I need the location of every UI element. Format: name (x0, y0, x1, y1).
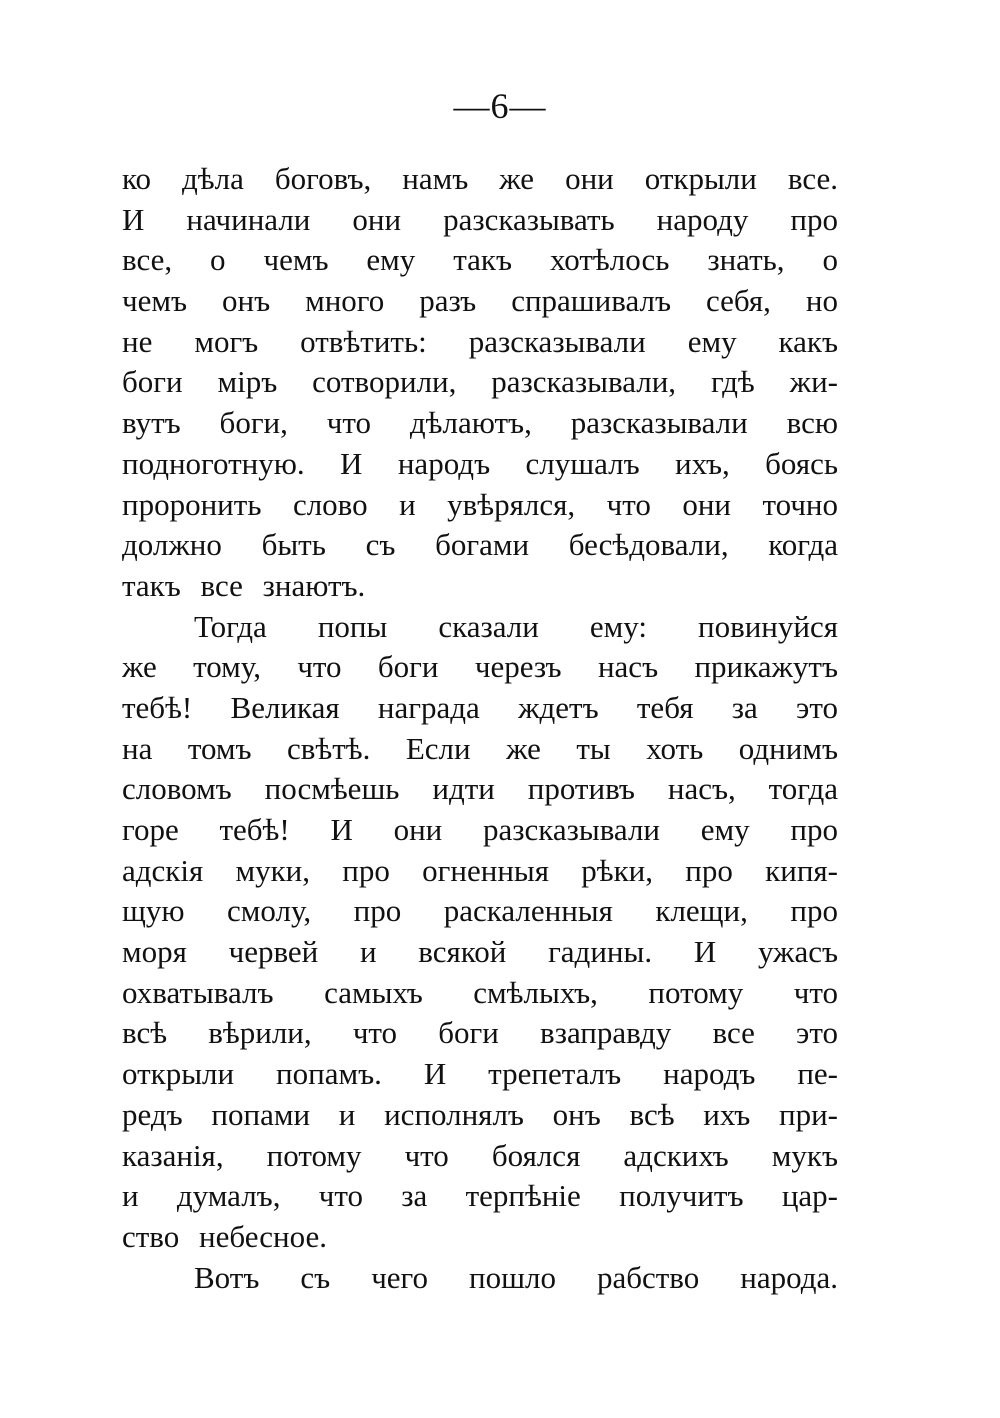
text-line: охватывалъ самыхъ смѣлыхъ, потому что (122, 974, 838, 1010)
text-line: чемъ онъ много разъ спрашивалъ себя, но (122, 283, 838, 319)
body-text (122, 159, 838, 1298)
text-line: вутъ боги, что дѣлаютъ, разсказывали всю (122, 405, 838, 441)
text-line: тебѣ! Великая награда ждетъ тебя за это (122, 689, 838, 725)
text-line: проронить слово и увѣрялся, что они точно (122, 486, 838, 522)
text-line: должно быть съ богами бесѣдовали, когда (122, 527, 838, 563)
paragraph (122, 607, 838, 1258)
text-line: боги міръ сотворили, разсказывали, гдѣ жи- (122, 364, 838, 400)
paragraph (122, 1258, 838, 1299)
text-line: и думалъ, что за терпѣніе получитъ цар- (122, 1178, 838, 1214)
text-line: открыли попамъ. И трепеталъ народъ пе- (122, 1056, 838, 1092)
text-line: щую смолу, про раскаленныя клещи, про (122, 893, 838, 929)
text-line: Тогда попы сказали ему: повинуйся (194, 608, 838, 644)
text-line: все, о чемъ ему такъ хотѣлось знать, о (122, 242, 838, 278)
text-line: ство небесное. (122, 1218, 327, 1254)
text-line: Вотъ съ чего пошло рабство народа. (194, 1259, 838, 1295)
page-number: —6— (453, 86, 547, 126)
text-line: не могъ отвѣтить: разсказывали ему какъ (122, 323, 838, 359)
text-line: горе тебѣ! И они разсказывали ему про (122, 812, 838, 847)
text-line: редъ попами и исполнялъ онъ всѣ ихъ при- (122, 1096, 838, 1132)
text-line: же тому, что боги черезъ насъ прикажутъ (122, 649, 838, 685)
text-line: казанія, потому что боялся адскихъ мукъ (122, 1137, 838, 1173)
text-line: адскія муки, про огненныя рѣки, про кипя- (122, 852, 838, 888)
paragraph (122, 159, 838, 607)
text-line: на томъ свѣтѣ. Если же ты хоть однимъ (122, 730, 838, 766)
text-line: И начинали они разсказывать народу про (122, 201, 838, 237)
text-line: такъ все знаютъ. (122, 567, 366, 603)
text-line: ко дѣла боговъ, намъ же они открыли все. (122, 161, 838, 196)
text-line: всѣ вѣрили, что боги взаправду все это (122, 1015, 838, 1051)
text-line: моря червей и всякой гадины. И ужасъ (122, 934, 838, 970)
text-line: подноготную. И народъ слушалъ ихъ, боясь (122, 445, 838, 481)
text-line: словомъ посмѣешь идти противъ насъ, тогда (122, 771, 838, 807)
